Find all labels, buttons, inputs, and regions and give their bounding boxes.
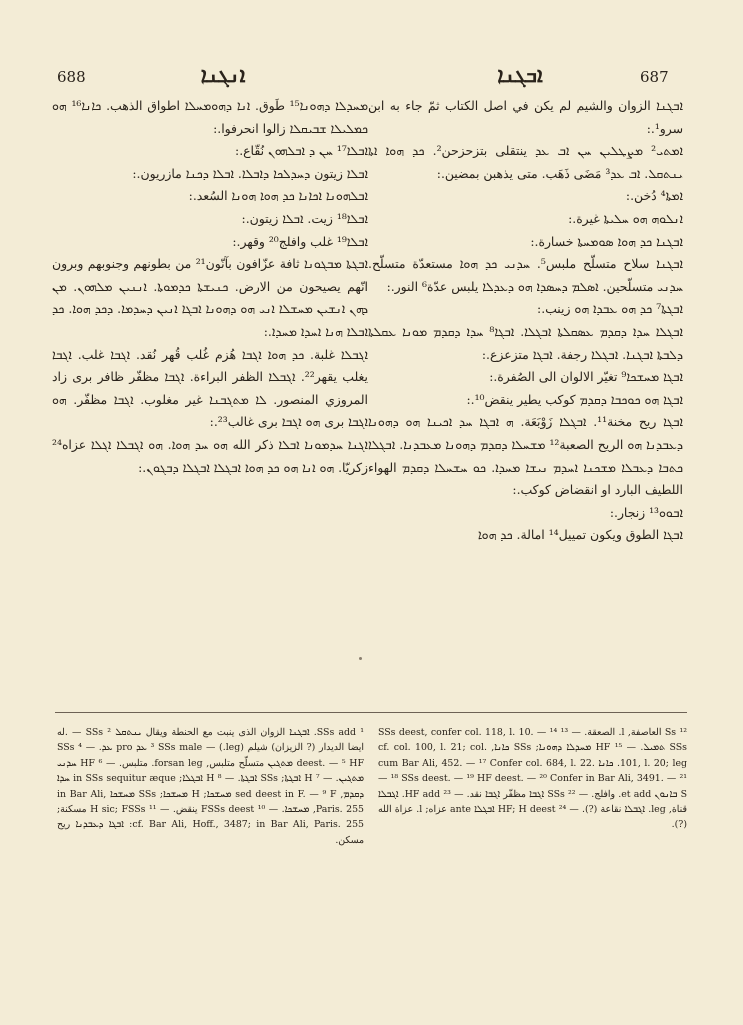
entry: ܐܒܠܐ¹⁹ غلب وافلج²⁰ وقهر.: [232,233,368,249]
footnote-block: ¹ SSs add. ܐܒܓܢܐ الزوان الذى ينبت مع الحنطة ويقال ܝܢܬܩܠ SSs ² — .له ايضا الديدار (? الزيزان) شيلم (leg.) — ³ SSs male ܥܕ pro ܥܕ. — ⁴ SSs deest. — ⁵ HF ܡܬܓܝܢ متسلّح متلبس, forsan leg. متلبس. — ⁶ HF ܚܕܢܝ ܡܬܓܝܢ. — ⁷ H ܐܒܓܬܐ; SSs ܐܒܓܬܐ. — ⁸ H ܐܒܓܠܐ; in SSs sequitur æque ܚܕܐ ܕܩܕܡ, sed deest in F. — ⁹ F ܡܚܫܟܐ; H ܡܚܫܟܐ; SSs ܡܚܫܟܐ in Bar Ali, Paris. 255, ܡܚܫܟܐ. — ¹⁰ FSSs deest ينقض. — ¹¹ H sic; FSSs مسكنة; cf. Bar Ali, Hoff., 3487; in Bar Ali, Paris. 255: ܐܒܓܐ ܕܥܒܕܢܐ ريح مسكن. [57,727,365,846]
footnotes-left [57,725,364,848]
entry: ܐܓܒܠܐ غلبة. ܟܕ ܗܘܐ ܐܓܒܐ هُزم غُلب قُهر نُقد. ܐܓܒܐ غلب. ܐܓܒܐ يغلب يقهر²². ܐܓܒܠܐ الظفر البراءة. ܐܓܒܐ مظفّر ظافر برى زاد المروزي المنصور. ܠܐ ܡܬܓܒܢܐ غير مغلوب. ܐܓܒܐ مظفّر. ܗܘ ܐܓܒܐ برى ܗܘ ܐܓܒܐ برى غالب²³.: [52,346,368,430]
left-running-headword: ܐܢܓܢܐ [200,62,246,87]
left-page-number: 688 [57,68,86,86]
entry: ܐܒܓܐ ܡܚܫܟܐ⁹ تغيّر الالوان الى الصُفرة.: [489,369,683,385]
right-running-headword: ܐܒܓܢܐ [497,62,543,87]
entry: ܐܒܓܐ ريح مخنة¹¹. ܐܒܓܠܐ زَوْبَعَة. ܗ ܐܒܓܐ ܚܕ ܐܟܝܢܐ ܗܘ ܕܗܘܢܐ ܕܥܒܕܢܐ ܗܘ الريح الصعبة¹² ܡܫܚܠܐ ܕܩܕܡ ܕܗܘܢܐ ܡܥܒܕܢܐ. ܐܒܓܠܐ ܟܬܒܐ ܕܥܒܠܐ ܡܫܟܢܐ ܐܚܕܡ ܢܝܫܐ ܡܚܕܐ. ܟܘ ܚܫܚܠܐ ܕܩܕܡ الهواء اللطيف البارد او انقضاض كوكب.: [368,414,683,498]
entry: ܐܒܠܐ¹⁷ ܚܢ ܕ ܐܒܠܗܘܢ نُقّاع.: [235,143,368,159]
footnote-block: ¹² Ss العاصفة, l. الصعقة. — ¹³ SSs deest, confer col. 118, l. 10. — ¹⁴ SSs ܬܡܝܠ. — ¹⁵ HF ܡܚܕܠܐ ܕܗܘܢܐ; SSs ܟܐܢܐ, cf. col. 100, l. 21; col. 101, l. 20; leg. ܟܐܢܐ cum Bar Ali, 452. — ¹⁷ Confer col. 684, l. 22. — ¹⁸ SSs deest. — ¹⁹ HF deest. — ²⁰ Confer in Bar Ali, 3491. — ²¹ S ܒܐܢܘܢ et add. وافلج. — ²² SSs ܐܓܒܐ مظفّر ܐܓܒܐ نقد. — ²³ HF add. ܐܓܒܠܐ قناة, leg. ܐܓܒܠܐ نقاعة (?). — ²⁴ HF; H deest ܐܒܓܠܐ ante عزاه; l. عزاة الله (?). [378,727,688,831]
footnotes-right [378,725,687,833]
entry: ܐܒܓܢܐ سلاح متسلّح ملبس⁵. ܚܕܢܝ ܟܕ ܗܘܐ مستعدّة متسلّح. ܚܕܢܝ متسلّحين. ܐܣܠܡ ܕܚܣܕܐ ܗܘ ܕܥܕܠܐ يلبس عدّة⁶ النور.: [368,256,683,294]
page-header [0,58,743,92]
entry: ܐܒܠܐ¹⁸ زيت. ܐܒܠܐ زيتون.: [241,210,368,226]
left-text-column [52,95,368,479]
entry: ܐܒܓܐ ܗܘ ܟܘܟܒܐ ܕܩܕܡ كوكب يطير ينقض¹⁰.: [466,391,683,407]
entry: ܐܒܠܗܘܢܐ ܐܟܐܢܐ ܟܕ ܗܘܐ ܗܘܢܐ السُعد.: [188,188,368,204]
entry: ܐܒܓܬܐ⁷ ܟܕ ܗܘ ܥܒܕܐ ܗܘ زينب.: [537,301,683,317]
entry: ܐܓܢܐ ܚܕܡܘܢܐ ܐܒܠܐ ذكر الله ܗܘ ܚܕ ܗܘܐ. ܗܘ ܐܓܒܠܐ ܐܓܠܐ عزاه²⁴ زكريّا. ܗܘ ܐܢܐ ܗܘ ܟܕ ܗܘܐ ܐܒܓܠܐ ܐܒܓܠܐ ܕܒܓܘܢ.: [52,436,368,475]
entry: ܐܒܘܘ¹³ زنجار.: [609,504,683,520]
entry: ܐܒܠܐ زيتون ܕܚܕܠܟܐ ܕܐܒܠܐ. ܐܒܠܐ ܕܟܢܐ مازريون.: [132,165,368,181]
right-text-column [368,95,683,547]
entry: ܐܒܓܢܐ ܟܕ ܗܘܐ ܣܘܡܚܬܐ خسارة.: [530,233,683,249]
entry: ܐܒܓܬܐ ܡܒܓܘܢܐ ثافة عزّافون بآنّون²¹ من بطونهم وجنوبهم وبرون انّهم يصيحون من الارض. ܟܢܝܫܬܐ ܟܕܡܘܬܐ. ܐܢܢܝܢ ܡܠܗܘܢ. ܡܢ ܕܗܢ ܐܢܫܝܢ ܡܚܫܠܐ ܐܢܝ ܗܘ ܕܗܘܢܐ ܐܒܓܐ ܐܢܝܢ ܕܚܕܡܐ. ܕܟܕ ܗܘܐ. ܟܕ ܐܒܠܐ ܗܢܐ ܐܚܕܐ ܡܚܕܐ.: [52,256,368,339]
entry: ܐܒܓܐ الطوق ويكون تمييل¹⁴ امالة. ܟܕ ܗܘܐ [477,527,683,543]
entry: ܐܢܠܘܗ ܗܘ ܚܠܝܬܐ غيرة.: [568,210,683,226]
entry: ܐܡܬܝ² ܡܨܛܠܝܢ ܚܢ ܐܒ ܥܕ ينتقلى بتزحزحن². ܟܕ ܗܘܐ ܐܬܐ ܝܢܬܩܠ. ܐܒ ܥܕ³ مَضَى ذَهَب. متى يذهبن بمضين.: [368,143,683,181]
entry: ܡܚܕܠܐ ܕܗܘܢܐ¹⁵ طَوق. ܐܢܐ ܕܗܘܡܚܠܐ اطواق الذهب. ܟܐܢܐ¹⁶ ܗܘ ܟܡܠܝܠܐ ܫܒܝܩܠܐ زالوا انحرفوا.: [52,98,369,136]
center-mark [359,657,362,660]
entry: ܐܒܓܢܐ الزوان والشيم لم يكن في اصل الكتاب ثمّ جاء به ابن سرو¹.: [368,98,683,136]
right-page-number: 687 [640,68,669,86]
entry: ܐܒܓܠܐ ܚܕܐ ܕܩܕܡ ܥܣܩܠܬܐ ܐܒܓܠܐ. ܐܒܓܐ⁸ ܚܕܐ ܕܩܕܡ ܡܘܢܐ ܥܩܠܬܐ ܕܠܒܬܐ ܐܒܓܢܐ. ܐܒܓܠܐ رجفة. ܐܒܓܐ متزعزع.: [368,323,684,362]
footnote-rule [55,712,687,713]
entry: ܐܡܬܐ⁴ دُخن.: [625,188,683,204]
